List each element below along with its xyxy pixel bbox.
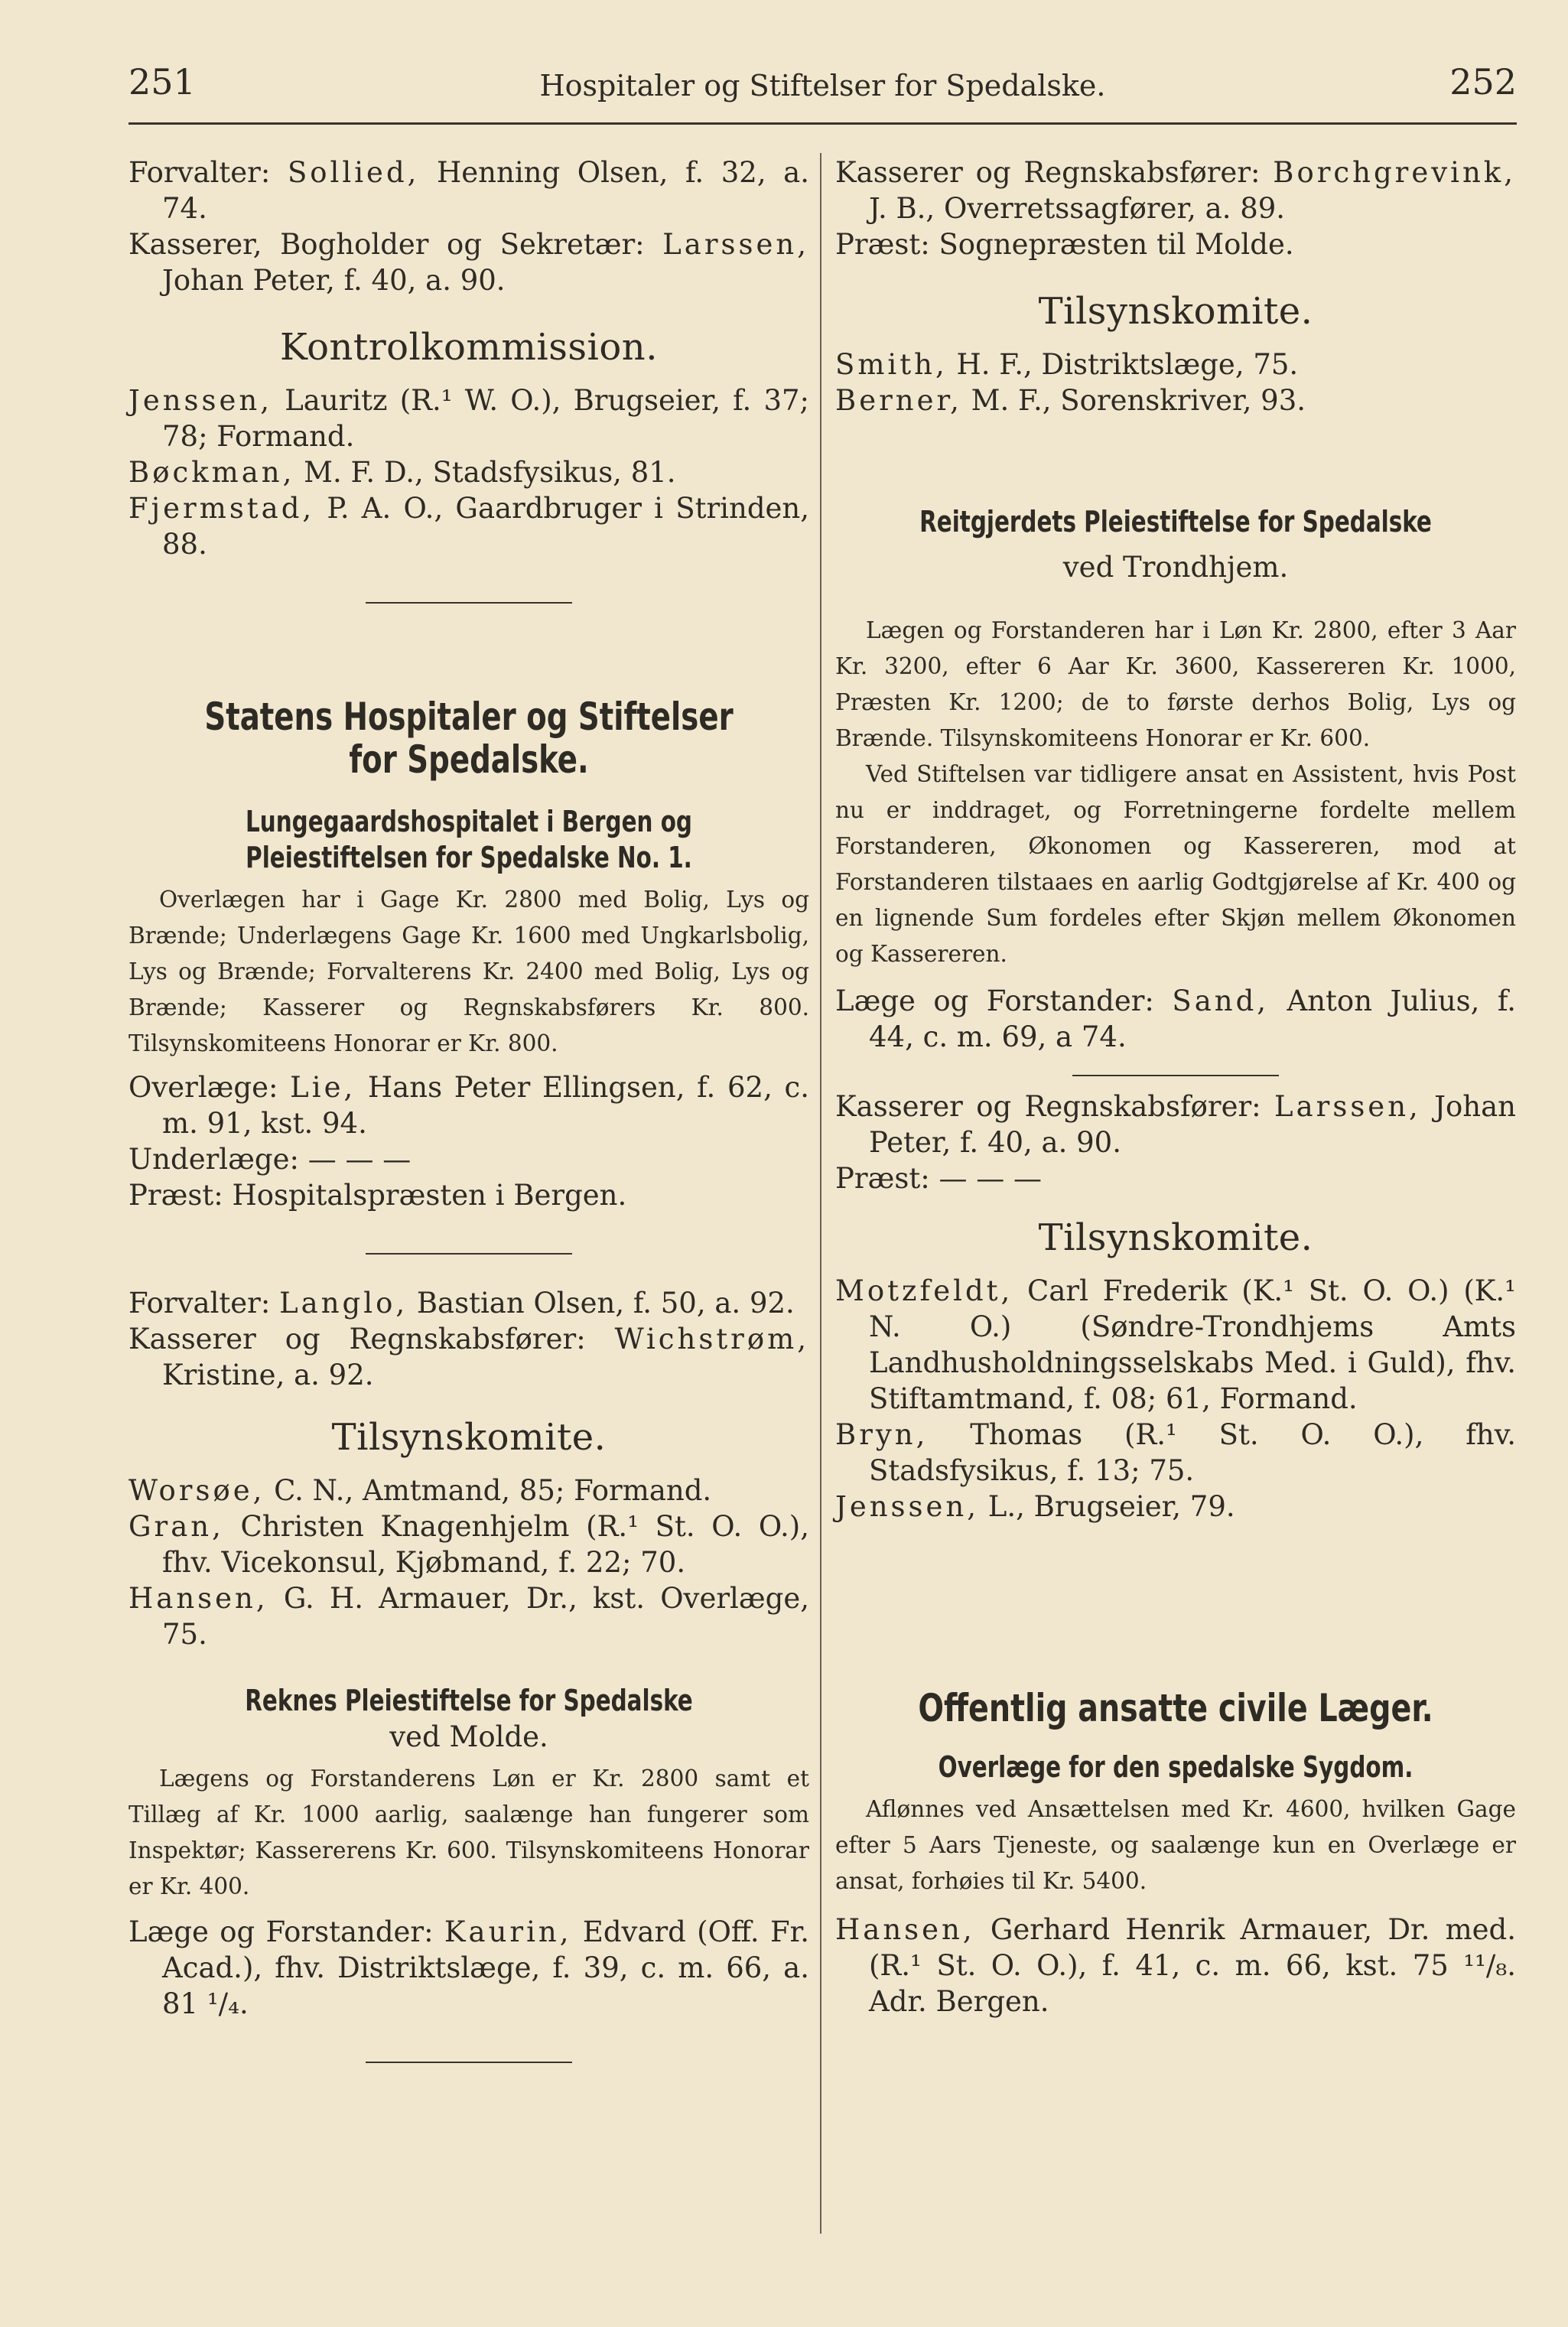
entry-kaurin: Læge og Forstander: Kaurin, Edvard (Off. Fr. Acad.), fhv. Distriktslæge, f. 39, c. m. 66, a. 81 ¹/₄. bbox=[128, 1915, 809, 2020]
entry-overlaege-lie: Overlæge: Lie, Hans Peter Ellingsen, f. 62, c. m. 91, kst. 94. bbox=[128, 1071, 809, 1140]
entry-motzfeldt: Motzfeldt, Carl Frederik (K.¹ St. O. O.) (K.¹ N. O.) (Søndre-Trondhjems Amts Landhusholdningsselskabs Med. i Guld), fhv. Stiftamtmand, f. 08; 61, Formand. bbox=[835, 1274, 1516, 1415]
entry-jenssen-l: Jenssen, L., Brugseier, 79. bbox=[835, 1490, 1235, 1523]
heading-overlaege-spedalske: Overlæge for den spedalske Sygdom. bbox=[938, 1750, 1413, 1784]
entry-bockman: Bøckman, M. F. D., Stadsfysikus, 81. bbox=[128, 456, 676, 489]
entry-smith: Smith, H. F., Distriktslæge, 75. bbox=[835, 348, 1299, 381]
subheading-ved-trondhjem: ved Trondhjem. bbox=[1062, 551, 1289, 584]
entry-gran: Gran, Christen Knagenhjelm (R.¹ St. O. O.), fhv. Vicekonsul, Kjøbmand, f. 22; 70. bbox=[128, 1510, 809, 1579]
entry-jenssen: Jenssen, Lauritz (R.¹ W. O.), Brugseier, f. 37; 78; Formand. bbox=[128, 384, 809, 453]
entry-kasserer-larssen-2: Kasserer og Regnskabsfører: Larssen, Johan Peter, f. 40, a. 90. bbox=[835, 1090, 1516, 1159]
heading-tilsynskomite-1: Tilsynskomite. bbox=[331, 1416, 607, 1459]
heading-offentlig-ansatte: Offentlig ansatte civile Læger. bbox=[918, 1686, 1433, 1730]
entry-worsoe: Worsøe, C. N., Amtmand, 85; Formand. bbox=[128, 1474, 712, 1507]
entry-praest-vacant: Præst: — — — bbox=[835, 1162, 1042, 1195]
subheading-ved-molde: ved Molde. bbox=[389, 1720, 548, 1753]
entry-kasserer-borchgrevink: Kasserer og Regnskabsfører: Borchgrevink, J. B., Overretssagfører, a. 89. bbox=[835, 156, 1516, 225]
page-header bbox=[128, 54, 1517, 115]
right-column bbox=[835, 147, 1516, 2019]
heading-kontrolkommission: Kontrolkommission. bbox=[280, 326, 658, 369]
separator bbox=[366, 1253, 572, 1255]
heading-statens-hospitaler: Statens Hospitaler og Stiftelser for Spedalske. bbox=[204, 695, 734, 782]
text-reitgjerdet-assistent: Ved Stiftelsen var tidligere ansat en Assistent, hvis Post nu er inddraget, og Forretningerne fordelte mellem Forstanderen, Økonomen og Kassereren, mod at Forstanderen tilstaaes en aarlig Godtgjørelse af Kr. 400 og en lignende Sum fordeles efter Skjøn mellem Økonomen og Kassereren. bbox=[835, 761, 1516, 967]
separator bbox=[366, 2062, 572, 2063]
entry-forvalter-langlo: Forvalter: Langlo, Bastian Olsen, f. 50, a. 92. bbox=[128, 1287, 795, 1320]
text-lungegaard-salaries: Overlægen har i Gage Kr. 2800 med Bolig, Lys og Brænde; Underlægens Gage Kr. 1600 med Ungkarlsbolig, Lys og Brænde; Forvalterens Kr. 2400 med Bolig, Lys og Brænde; Kasserer og Regnskabsførers Kr. 800. Tilsynskomiteens Honorar er Kr. 800. bbox=[128, 887, 809, 1056]
entry-underlaege: Underlæge: — — — bbox=[128, 1143, 412, 1176]
page-number-right: 252 bbox=[1449, 61, 1517, 103]
entry-hansen-g-h: Hansen, G. H. Armauer, Dr., kst. Overlæge, 75. bbox=[128, 1582, 809, 1651]
entry-kasserer-larssen: Kasserer, Bogholder og Sekretær: Larssen, Johan Peter, f. 40, a. 90. bbox=[128, 228, 809, 297]
entry-kasserer-wichstrom: Kasserer og Regnskabsfører: Wichstrøm, Kristine, a. 92. bbox=[128, 1323, 809, 1391]
entry-praest-molde: Præst: Sognepræsten til Molde. bbox=[835, 228, 1294, 261]
entry-bryn: Bryn, Thomas (R.¹ St. O. O.), fhv. Stadsfysikus, f. 13; 75. bbox=[835, 1418, 1516, 1487]
heading-lungegaardshospitalet: Lungegaardshospitalet i Bergen og Pleiestiftelsen for Spedalske No. 1. bbox=[246, 805, 692, 874]
left-column bbox=[128, 147, 809, 2063]
entry-hansen-gerhard: Hansen, Gerhard Henrik Armauer, Dr. med. (R.¹ St. O. O.), f. 41, c. m. 66, kst. 75 ¹¹/₈. Adr. Bergen. bbox=[835, 1913, 1516, 2018]
entry-fjermstad: Fjermstad, P. A. O., Gaardbruger i Strinden, 88. bbox=[128, 492, 809, 561]
heading-reitgjerdets: Reitgjerdets Pleiestiftelse for Spedalske bbox=[919, 505, 1432, 539]
entry-berner: Berner, M. F., Sorenskriver, 93. bbox=[835, 384, 1306, 417]
text-reitgjerdet-salaries: Lægen og Forstanderen har i Løn Kr. 2800, efter 3 Aar Kr. 3200, efter 6 Aar Kr. 3600, Kassereren Kr. 1000, Præsten Kr. 1200; de to første derhos Bolig, Lys og Brænde. Tilsynskomiteens Honorar er Kr. 600. bbox=[835, 617, 1516, 751]
entry-forvalter-sollied: Forvalter: Sollied, Henning Olsen, f. 32, a. 74. bbox=[128, 156, 810, 225]
text-overlaege-salary: Aflønnes ved Ansættelsen med Kr. 4600, hvilken Gage efter 5 Aars Tjeneste, og saalænge kun en Overlæge er ansat, forhøies til Kr. 5400. bbox=[835, 1796, 1516, 1894]
separator bbox=[366, 602, 572, 604]
column-divider bbox=[820, 153, 821, 2234]
separator bbox=[1072, 1075, 1279, 1076]
heading-tilsynskomite-3: Tilsynskomite. bbox=[1038, 1216, 1313, 1259]
entry-sand: Læge og Forstander: Sand, Anton Julius, f. 44, c. m. 69, a 74. bbox=[835, 984, 1516, 1053]
running-title: Hospitaler og Stiftelser for Spedalske. bbox=[539, 69, 1106, 103]
text-reknes-salaries: Lægens og Forstanderens Løn er Kr. 2800 samt et Tillæg af Kr. 1000 aarlig, saalænge han fungerer som Inspektør; Kassererens Kr. 600. Tilsynskomiteens Honorar er Kr. 400. bbox=[128, 1766, 809, 1899]
heading-tilsynskomite-2: Tilsynskomite. bbox=[1038, 290, 1313, 333]
header-rule bbox=[128, 122, 1517, 125]
page-number-left: 251 bbox=[128, 61, 196, 103]
entry-praest-bergen: Præst: Hospitalspræsten i Bergen. bbox=[128, 1179, 627, 1212]
heading-reknes: Reknes Pleiestiftelse for Spedalske bbox=[245, 1684, 693, 1717]
